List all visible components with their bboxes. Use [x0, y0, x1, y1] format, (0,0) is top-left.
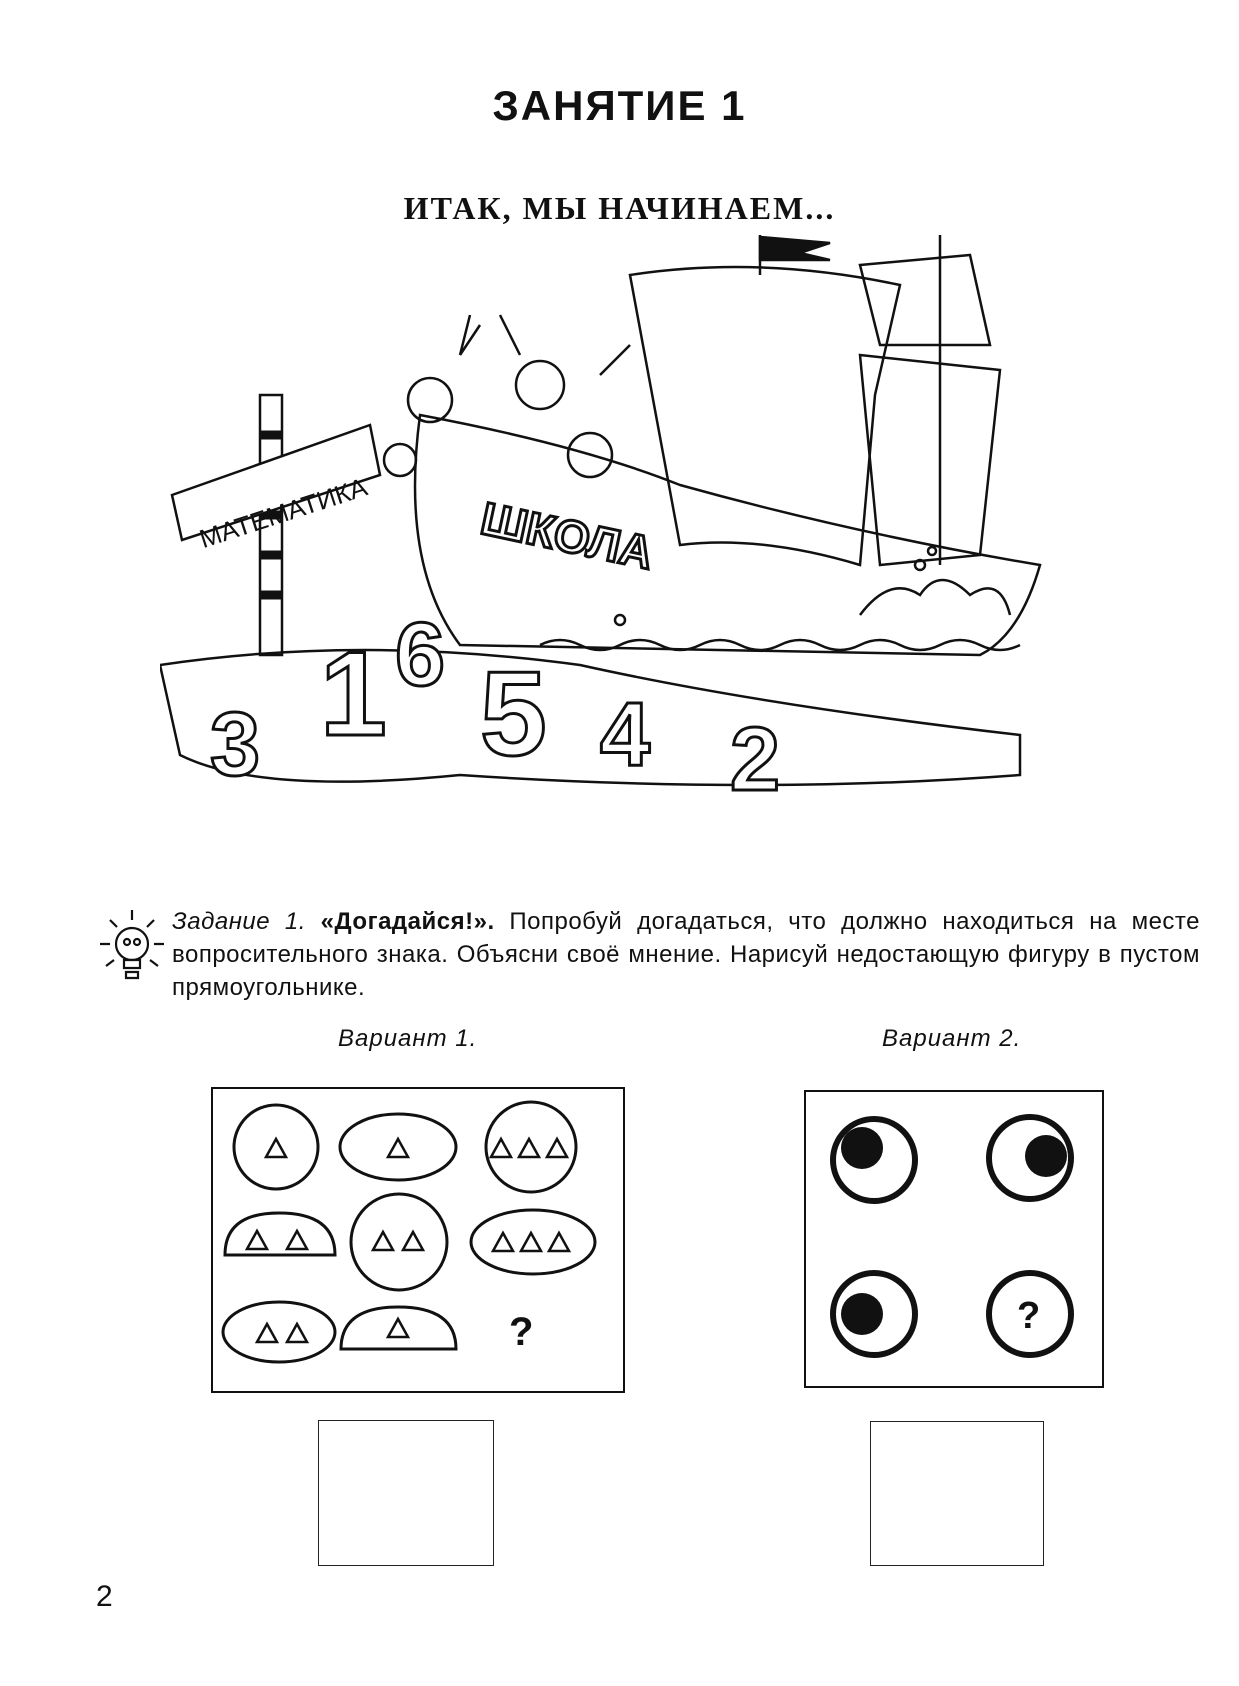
digit-character: 3 [210, 695, 261, 795]
task-instructions [172, 905, 1200, 1004]
oval-shape [340, 1114, 456, 1180]
lesson-title: ЗАНЯТИЕ 1 [492, 82, 747, 129]
ship-label: ШКОЛА [476, 491, 658, 580]
page-number: 2 [96, 1580, 113, 1613]
oval-shape [223, 1302, 335, 1362]
flag [760, 237, 830, 260]
water-waves [540, 640, 1020, 650]
digit-character: 1 [320, 627, 387, 761]
triangle [373, 1232, 423, 1250]
triangle [388, 1319, 408, 1337]
triangle [388, 1139, 408, 1157]
task-name: «Догадайся!». [320, 908, 495, 935]
variant-2-label: Вариант 2. [882, 1025, 1022, 1052]
child-head [408, 378, 452, 422]
child-head [516, 361, 564, 409]
triangle [491, 1139, 567, 1157]
shore [160, 650, 1020, 785]
lightbulb-icon [96, 906, 168, 992]
triangle [266, 1139, 286, 1157]
circle-shape [351, 1194, 447, 1290]
rear-sail-top [860, 255, 990, 345]
triangle [247, 1231, 307, 1249]
task-label: Задание 1. [172, 908, 306, 935]
oval-shape [471, 1210, 595, 1274]
digit-character: 4 [600, 685, 651, 785]
triangle [493, 1233, 569, 1251]
variant-1-label: Вариант 1. [338, 1025, 478, 1052]
variant-2-puzzle [804, 1090, 1104, 1388]
circle-shape [234, 1105, 318, 1189]
half-oval-shape [225, 1213, 335, 1255]
task-text: Попробуй догадаться, что должно находиться на месте вопросительного знака. Объясни своё мнение. Нарисуй недостающую фигуру в пустом прямоугольнике. [172, 908, 1201, 1001]
sign-label: МАТЕМАТИКА [195, 471, 371, 554]
ship-illustration [160, 235, 1120, 875]
variant-2-answer-box[interactable] [870, 1421, 1044, 1566]
digit-character: 2 [730, 710, 781, 810]
main-sail [630, 267, 900, 565]
lesson-subtitle: ИТАК, МЫ НАЧИНАЕМ... [403, 190, 836, 226]
digit-character: 6 [395, 605, 446, 705]
half-oval-shape [341, 1307, 456, 1349]
variant-1-answer-box[interactable] [318, 1420, 494, 1566]
variant-1-puzzle [211, 1087, 625, 1393]
child-head [384, 444, 416, 476]
digit-character: 5 [480, 647, 547, 781]
question-mark: ? [509, 1310, 534, 1354]
question-mark: ? [1017, 1295, 1041, 1337]
triangle [257, 1324, 307, 1342]
